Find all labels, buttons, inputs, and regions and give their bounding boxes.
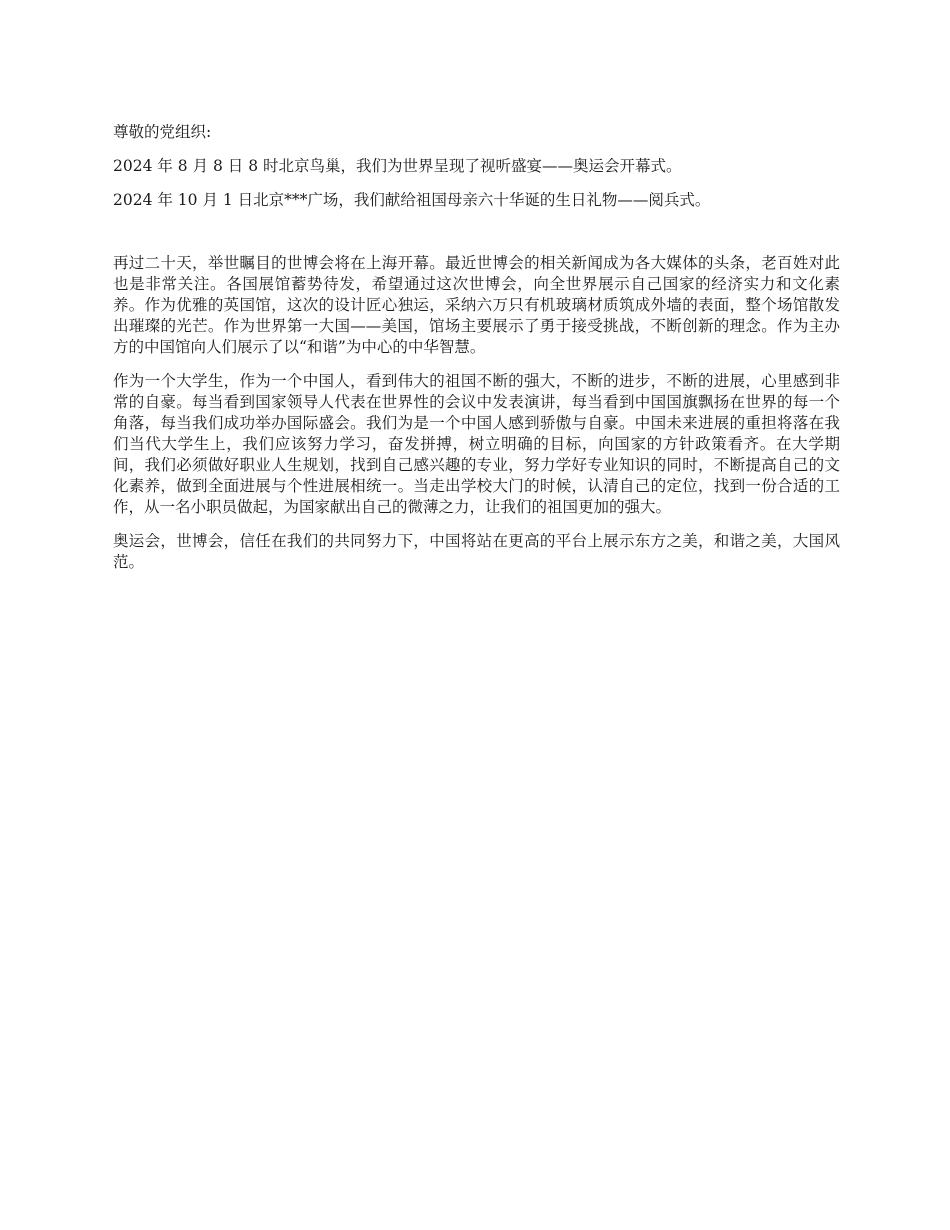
paragraph-spacer — [113, 224, 840, 253]
salutation: 尊敬的党组织: — [113, 123, 212, 141]
intro-line-parade: 2024 年 10 月 1 日北京***广场，我们献给祖国母亲六十华诞的生日礼物——阅兵式。 — [113, 191, 711, 209]
paragraph-student: 作为一个大学生，作为一个中国人，看到伟大的祖国不断的强大，不断的进步，不断的进展，心里感到非常的自豪。每当看到国家领导人代表在世界性的会议中发表演讲，每当看到中国国旗飘扬在世界的每一个角落，每当我们成功举办国际盛会。我们为是一个中国人感到骄傲与自豪。中国未来进展的重担将落在我们当代大学生上，我们应该努力学习，奋发拼搏，树立明确的目标，向国家的方针政策看齐。在大学期间，我们必须做好职业人生规划，找到自己感兴趣的专业，努力学好专业知识的同时，不断提高自己的文化素养，做到全面进展与个性进展相统一。当走出学校大门的时候，认清自己的定位，找到一份合适的工作，从一名小职员做起，为国家献出自己的微薄之力，让我们的祖国更加的强大。 — [113, 372, 840, 516]
intro-line-olympics: 2024 年 8 月 8 日 8 时北京鸟巢，我们为世界呈现了视听盛宴——奥运会开幕式。 — [113, 157, 682, 175]
document-body — [113, 122, 840, 586]
paragraph-expo: 再过二十天，举世瞩目的世博会将在上海开幕。最近世博会的相关新闻成为各大媒体的头条，老百姓对此也是非常关注。各国展馆蓄势待发，希望通过这次世博会，向全世界展示自己国家的经济实力和文化素养。作为优雅的英国馆，这次的设计匠心独运，采纳六万只有机玻璃材质筑成外墙的表面，整个场馆散发出璀璨的光芒。作为世界第一大国——美国，馆场主要展示了勇于接受挑战，不断创新的理念。作为主办方的中国馆向人们展示了以“和谐”为中心的中华智慧。 — [113, 254, 840, 356]
paragraph-conclusion: 奥运会，世博会，信任在我们的共同努力下，中国将站在更高的平台上展示东方之美，和谐之美，大国风范。 — [113, 532, 840, 571]
